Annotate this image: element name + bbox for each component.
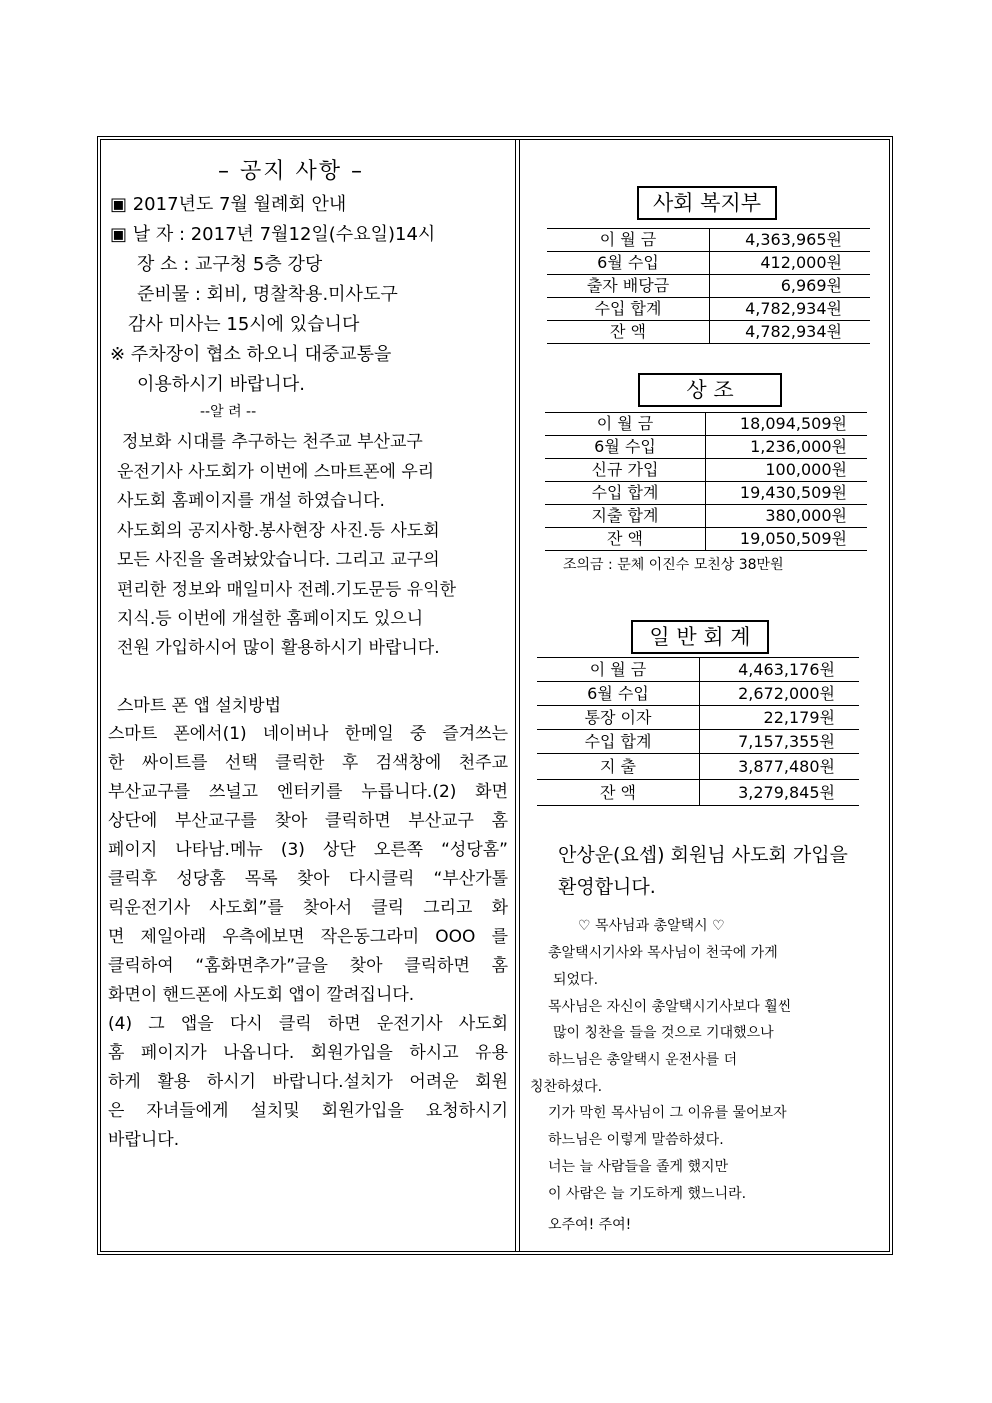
app-install-line: (4) 그 앱을 다시 클릭 하면 운전기사 사도회 [108,1014,508,1034]
row-label: 잔 액 [545,528,706,551]
app-install-line: 한 싸이트를 선택 클릭한 후 검색창에 천주교 [108,753,508,773]
row-label: 수입 합계 [547,298,710,321]
row-value: 19,050,509원 [706,528,868,551]
story-line: 총알택시기사와 목사님이 천국에 가게 [548,945,778,961]
row-label: 수입 합계 [537,730,700,754]
general-accounting-title: 일 반 회 계 [631,620,769,654]
table-row [547,321,870,344]
story-line: 너는 늘 사람들을 졸게 했지만 [548,1159,729,1175]
alert-line: 지식.등 이번에 개설한 홈페이지도 있으니 [117,609,424,629]
table-row [545,505,867,528]
table-row [537,658,859,682]
app-install-line: 릭운전기사 사도회”를 찾아서 클릭 그리고 화 [108,898,508,918]
notice-line: ▣ 날 자 : 2017년 7월12일(수요일)14시 [110,224,436,245]
table-row [547,298,870,321]
welfare-title: 사회 복지부 [637,186,777,220]
story-line: 많이 칭찬을 들을 것으로 기대했으나 [553,1025,774,1041]
row-label: 이 월 금 [547,229,710,252]
app-install-line: 화면이 핸드폰에 사도회 앱이 깔려집니다. [108,985,415,1005]
mutual-aid-title: 상 조 [638,373,782,407]
table-row [545,482,867,505]
row-value: 380,000원 [706,505,868,528]
table-row [545,436,867,459]
alert-line: 전원 가입하시어 많이 활용하시기 바랍니다. [117,638,440,658]
notice-line: 준비물 : 회비, 명찰착용.미사도구 [137,284,398,305]
app-install-line: 은 자녀들에게 설치및 회원가입을 요청하시기 [108,1101,508,1121]
row-label: 이 월 금 [537,658,700,682]
story-line: 하느님은 이렇게 말씀하셨다. [548,1132,724,1148]
row-value: 1,236,000원 [706,436,868,459]
story-line: 칭찬하셨다. [530,1079,603,1095]
table-row [545,413,867,436]
table-row [537,682,859,706]
row-value: 4,782,934원 [710,321,871,344]
table-row [547,252,870,275]
row-label: 잔 액 [547,321,710,344]
alert-heading: --알 려 -- [200,404,257,420]
row-value: 18,094,509원 [706,413,868,436]
row-value: 19,430,509원 [706,482,868,505]
app-install-heading: 스마트 폰 앱 설치방법 [117,696,282,716]
row-label: 통장 이자 [537,706,700,730]
app-install-line: 면 제일아래 우측에보면 작은동그라미 OOO 를 [108,927,508,947]
notice-line: 이용하시기 바랍니다. [137,374,305,395]
row-value: 3,279,845원 [700,780,860,806]
story-line: 오주여! 주여! [548,1217,632,1233]
welfare-table [547,228,870,344]
row-value: 2,672,000원 [700,682,860,706]
row-value: 4,463,176원 [700,658,860,682]
mutual-aid-table [545,412,867,551]
story-line: 되었다. [553,972,599,988]
row-label: 지 출 [537,754,700,780]
row-value: 4,363,965원 [710,229,871,252]
row-value: 100,000원 [706,459,868,482]
table-row [547,275,870,298]
alert-line: 편리한 정보와 매일미사 전례.기도문등 유익한 [117,580,457,600]
table-row [545,459,867,482]
story-line: 이 사람은 늘 기도하게 했느니라. [548,1186,747,1202]
table-row [537,706,859,730]
app-install-line: 클릭하여 “홈화면추가”글을 찾아 클릭하면 홈 [108,956,508,976]
notice-title: – 공지 사항 – [218,159,364,184]
story-line: 목사님은 자신이 총알택시기사보다 훨씬 [548,999,792,1015]
table-row [537,780,859,806]
row-value: 22,179원 [700,706,860,730]
app-install-line: 페이지 나타남.메뉴 (3) 상단 오른쪽 “성당홈” [108,840,508,860]
notice-line: ※ 주차장이 협소 하오니 대중교통을 [110,344,392,365]
row-label: 이 월 금 [545,413,706,436]
app-install-line: 홈 페이지가 나옵니다. 회원가입을 하시고 유용 [108,1043,508,1063]
row-label: 6월 수입 [537,682,700,706]
row-label: 신규 가입 [545,459,706,482]
notice-line: 감사 미사는 15시에 있습니다 [128,314,360,335]
row-value: 3,877,480원 [700,754,860,780]
app-install-line: 하게 활용 하시기 바랍니다.설치가 어려운 회원 [108,1072,508,1092]
table-row [537,754,859,780]
row-label: 잔 액 [537,780,700,806]
row-label: 6월 수입 [545,436,706,459]
story-line: 기가 막힌 목사님이 그 이유를 물어보자 [548,1105,787,1121]
row-value: 4,782,934원 [710,298,871,321]
alert-line: 운전기사 사도회가 이번에 스마트폰에 우리 [117,462,435,482]
condolence-note: 조의금 : 문체 이진수 모친상 38만원 [563,557,784,573]
general-accounting-table [537,657,859,806]
notice-line: 장 소 : 교구청 5층 강당 [137,254,323,275]
row-value: 7,157,355원 [700,730,860,754]
app-install-line: 스마트 폰에서(1) 네이버나 한메일 중 즐겨쓰는 [108,724,508,744]
column-divider-right [519,139,520,1252]
welcome-line: 환영합니다. [558,876,656,898]
table-row [547,229,870,252]
alert-line: 사도회 홈페이지를 개설 하였습니다. [117,491,385,511]
app-install-line: 상단에 부산교구를 찾아 클릭하면 부산교구 홈 [108,811,508,831]
story-title: ♡ 목사님과 총알택시 ♡ [578,918,725,934]
notice-line: ▣ 2017년도 7월 월례회 안내 [110,194,347,215]
story-line: 하느님은 총알택시 운전사를 더 [548,1052,738,1068]
table-row [537,730,859,754]
welcome-line: 안상운(요셉) 회원님 사도회 가입을 [558,844,848,866]
row-label: 출자 배당금 [547,275,710,298]
row-label: 6월 수입 [547,252,710,275]
alert-line: 사도회의 공지사항.봉사현장 사진.등 사도회 [117,521,440,541]
row-value: 6,969원 [710,275,871,298]
column-divider-left [515,139,516,1252]
row-label: 지출 합계 [545,505,706,528]
row-label: 수입 합계 [545,482,706,505]
table-row [545,528,867,551]
alert-line: 모든 사진을 올려놨았습니다. 그리고 교구의 [117,550,440,570]
app-install-line: 바랍니다. [108,1130,180,1150]
alert-line: 정보화 시대를 추구하는 천주교 부산교구 [122,432,423,452]
row-value: 412,000원 [710,252,871,275]
app-install-line: 클릭후 성당홈 목록 찾아 다시클릭 “부산가톨 [108,869,508,889]
app-install-line: 부산교구를 쓰널고 엔터키를 누릅니다.(2) 화면 [108,782,508,802]
